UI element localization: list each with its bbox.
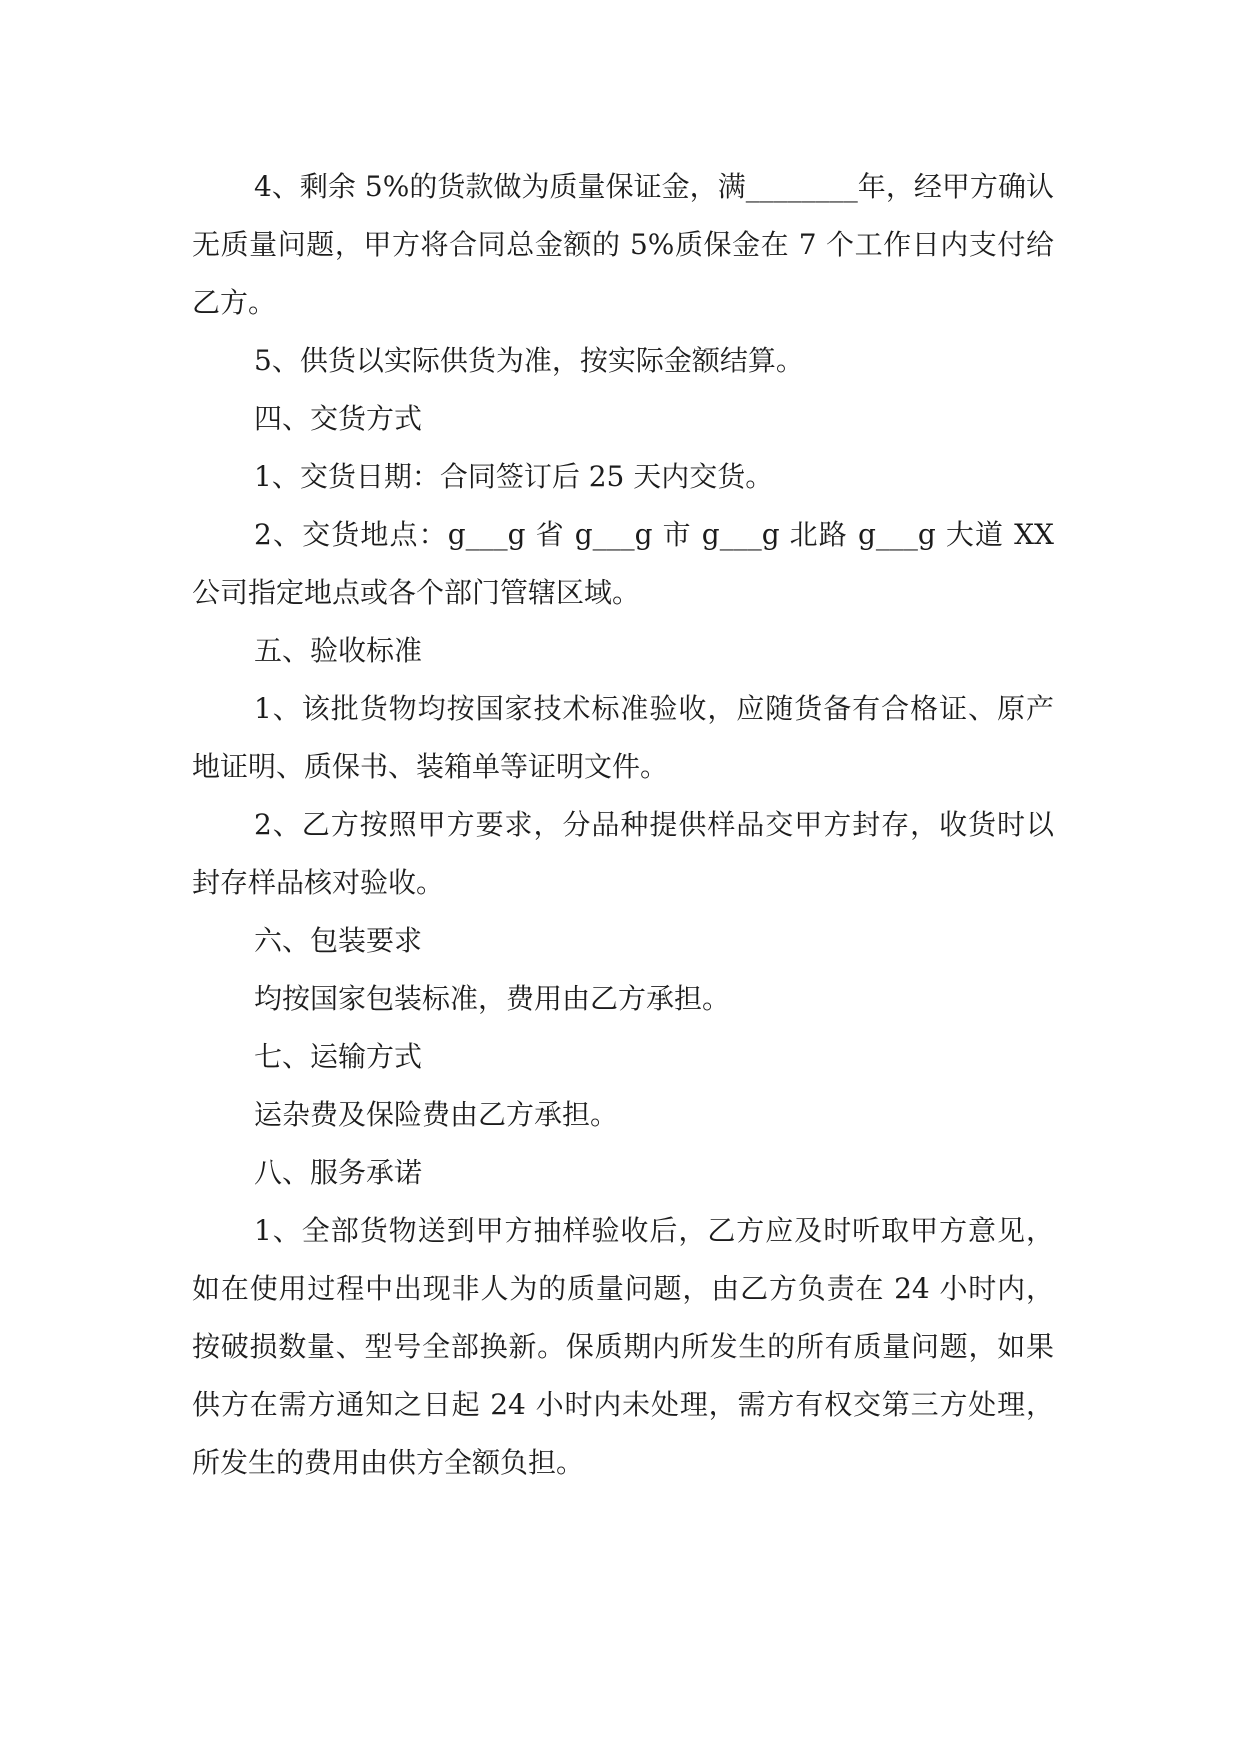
paragraph-clause-4-quality-deposit: 4、剩余 5%的货款做为质量保证金，满________年，经甲方确认无质量问题，甲方将合同总金额的 5%质保金在 7 个工作日内支付给乙方。 [192, 170, 1054, 319]
section-heading-transport: 七、运输方式 [254, 1040, 423, 1073]
section-heading-service-commitment: 八、服务承诺 [254, 1156, 423, 1189]
paragraph-packaging-standard: 均按国家包装标准，费用由乙方承担。 [254, 982, 731, 1015]
paragraph-delivery-location: 2、交货地点：g___g 省 g___g 市 g___g 北路 g___g 大道 XX 公司指定地点或各个部门管辖区域。 [192, 518, 1063, 609]
section-heading-packaging: 六、包装要求 [254, 924, 423, 957]
section-heading-delivery-method: 四、交货方式 [254, 402, 423, 435]
paragraph-acceptance-samples: 2、乙方按照甲方要求，分品种提供样品交甲方封存，收货时以封存样品核对验收。 [192, 808, 1054, 899]
document-body [192, 158, 1063, 1492]
paragraph-service-commitment: 1、全部货物送到甲方抽样验收后，乙方应及时听取甲方意见，如在使用过程中出现非人为的质量问题，由乙方负责在 24 小时内，按破损数量、型号全部换新。保质期内所发生的所有质量问题，如果供方在需方通知之日起 24 小时内未处理，需方有权交第三方处理，所发生的费用由供方全额负担。 [192, 1214, 1054, 1479]
section-heading-acceptance-standard: 五、验收标准 [254, 634, 423, 667]
paragraph-transport-costs: 运杂费及保险费由乙方承担。 [254, 1098, 619, 1131]
paragraph-clause-5-settlement: 5、供货以实际供货为准，按实际金额结算。 [254, 344, 804, 377]
paragraph-acceptance-documents: 1、该批货物均按国家技术标准验收，应随货备有合格证、原产地证明、质保书、装箱单等证明文件。 [192, 692, 1054, 783]
paragraph-delivery-date: 1、交货日期：合同签订后 25 天内交货。 [254, 460, 774, 493]
